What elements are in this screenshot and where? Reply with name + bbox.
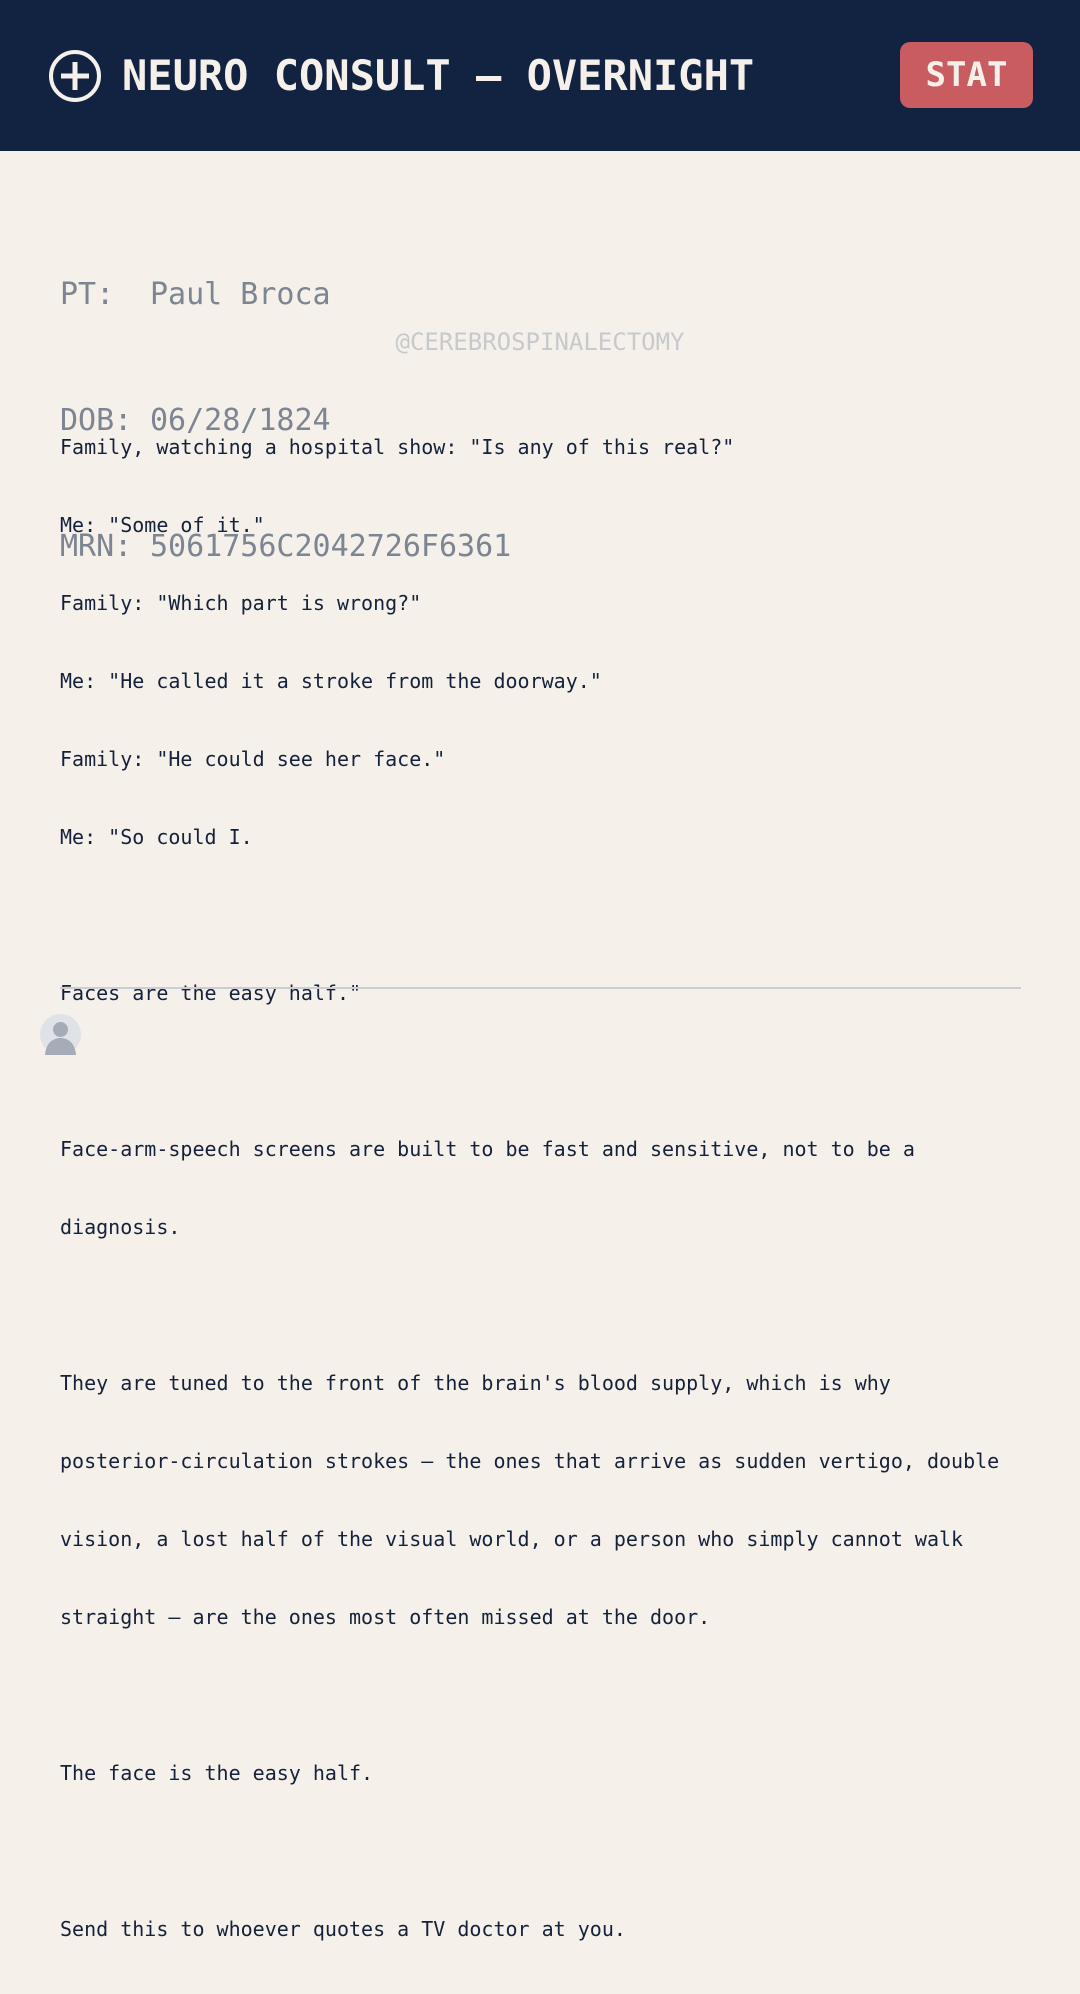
patient-name-label: PT:	[60, 277, 115, 312]
body-line: Send this to whoever quotes a TV doctor at you.	[60, 1917, 626, 1941]
body-line: They are tuned to the front of the brain's blood supply, which is why	[60, 1371, 891, 1395]
body-line	[60, 1682, 1040, 1708]
body-line: Faces are the easy half."	[60, 981, 362, 1005]
page-title: NEURO CONSULT — OVERNIGHT	[122, 51, 755, 100]
plus-circle-icon	[48, 49, 102, 103]
body-line: Me: "He called it a stroke from the doorway."	[60, 669, 602, 693]
body-line	[60, 1292, 1040, 1318]
body-line: The face is the easy half.	[60, 1761, 374, 1785]
body-line: Family, watching a hospital show: "Is any of this real?"	[60, 435, 735, 459]
body-line	[60, 1838, 1040, 1864]
user-avatar-icon[interactable]	[40, 1014, 81, 1055]
patient-name-value: Paul Broca	[150, 277, 331, 312]
body-line: Me: "So could I.	[60, 825, 253, 849]
patient-dob-label: DOB:	[60, 403, 133, 438]
header-bar	[0, 0, 1080, 151]
body-line	[60, 1058, 1040, 1084]
body-line: posterior-circulation strokes — the ones that arrive as sudden vertigo, double	[60, 1449, 1000, 1473]
body-line: Face-arm-speech screens are built to be fast and sensitive, not to be a	[60, 1137, 915, 1161]
body-line: Me: "Some of it."	[60, 513, 265, 537]
body-line: vision, a lost half of the visual world, or a person who simply cannot walk	[60, 1527, 964, 1551]
body-line: diagnosis.	[60, 1215, 181, 1239]
author-handle: @CEREBROSPINALECTOMY	[395, 328, 685, 356]
patient-name-row	[60, 274, 511, 316]
post-body	[60, 382, 1040, 1994]
patient-mrn-value: 5061756C2042726F6361	[150, 529, 512, 564]
body-line: Family: "He could see her face."	[60, 747, 446, 771]
patient-dob-value: 06/28/1824	[150, 403, 331, 438]
patient-mrn-label: MRN:	[60, 529, 133, 564]
body-line: Family: "Which part is wrong?"	[60, 591, 422, 615]
body-line: straight — are the ones most often missed at the door.	[60, 1605, 711, 1629]
footer-divider	[60, 987, 1021, 989]
body-line	[60, 902, 1040, 928]
stat-badge: STAT	[900, 42, 1033, 108]
